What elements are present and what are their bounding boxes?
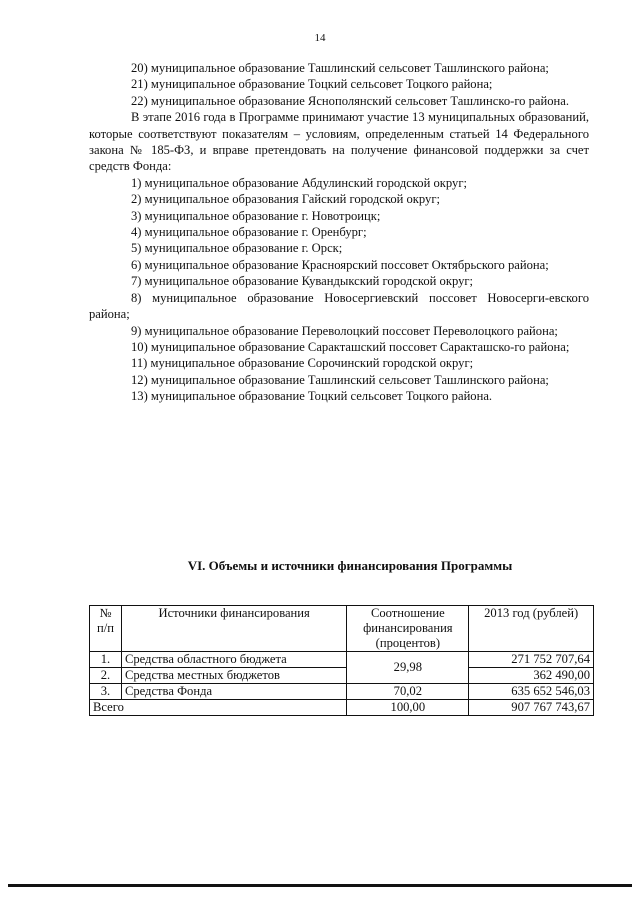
list-item: 5) муниципальное образование г. Орск; [131,241,343,256]
header-ratio: Соотношение финансирования (процентов) [347,606,469,652]
paragraph: 22) муниципальное образование Яснополянский сельсовет Ташлинско-го района. [131,93,570,108]
page-number: 14 [314,32,326,44]
list-item: 9) муниципальное образование Переволоцкий поссовет Переволоцкого района; [131,323,558,338]
paragraph: 21) муниципальное образование Тоцкий сельсовет Тоцкого района; [131,77,493,92]
header-year: 2013 год (рублей) [469,606,594,652]
row-amount: 362 490,00 [469,668,594,684]
total-ratio: 100,00 [347,700,469,716]
header-source: Источники финансирования [121,606,346,652]
list-item: 3) муниципальное образование г. Новотроицк; [131,208,381,223]
total-amount: 907 767 743,67 [469,700,594,716]
row-source: Средства местных бюджетов [121,668,346,684]
body-text [89,60,589,405]
total-label: Всего [90,700,347,716]
row-num: 3. [90,684,122,700]
row-ratio: 70,02 [347,684,469,700]
list-item: 11) муниципальное образование Сорочинский городской округ; [131,356,474,371]
funding-table [89,605,594,716]
list-item: 10) муниципальное образование Саракташский поссовет Саракташско-го района; [131,339,570,354]
header-num: № п/п [90,606,122,652]
paragraph: 20) муниципальное образование Ташлинский сельсовет Ташлинского района; [131,61,549,75]
row-num: 1. [90,652,122,668]
table-row [90,684,594,700]
list-item: 12) муниципальное образование Ташлинский сельсовет Ташлинского района; [131,372,549,387]
table-row [90,668,594,684]
row-amount: 635 652 546,03 [469,684,594,700]
list-item: 2) муниципальное образования Гайский городской округ; [131,192,441,207]
list-item: 8) муниципальное образование Новосергиевский поссовет Новосерги-евского района; [89,290,589,322]
list-item: 13) муниципальное образование Тоцкий сельсовет Тоцкого района. [131,389,493,404]
bottom-rule [8,884,632,887]
list-item: 6) муниципальное образование Красноярский поссовет Октябрьского района; [131,257,549,272]
row-num: 2. [90,668,122,684]
row-amount: 271 752 707,64 [469,652,594,668]
list-item: 7) муниципальное образование Кувандыкский городской округ; [131,274,474,289]
list-item: 4) муниципальное образование г. Оренбург; [131,225,367,240]
section-title: VI. Объемы и источники финансирования Программы [187,558,513,573]
list-item: 1) муниципальное образование Абдулинский городской округ; [131,175,467,190]
table-total-row [90,700,594,716]
table-header-row [90,606,594,652]
row-source: Средства Фонда [121,684,346,700]
row-ratio-merged: 29,98 [347,652,469,684]
table-row [90,652,594,668]
row-source: Средства областного бюджета [121,652,346,668]
paragraph: В этапе 2016 года в Программе принимают участие 13 муниципальных образований, которые соответствуют показателям – условиям, определенным статьей 14 Федерального закона № 185-ФЗ, и вправе претендовать на получение финансовой поддержки за счет средств Фонда: [89,110,589,174]
